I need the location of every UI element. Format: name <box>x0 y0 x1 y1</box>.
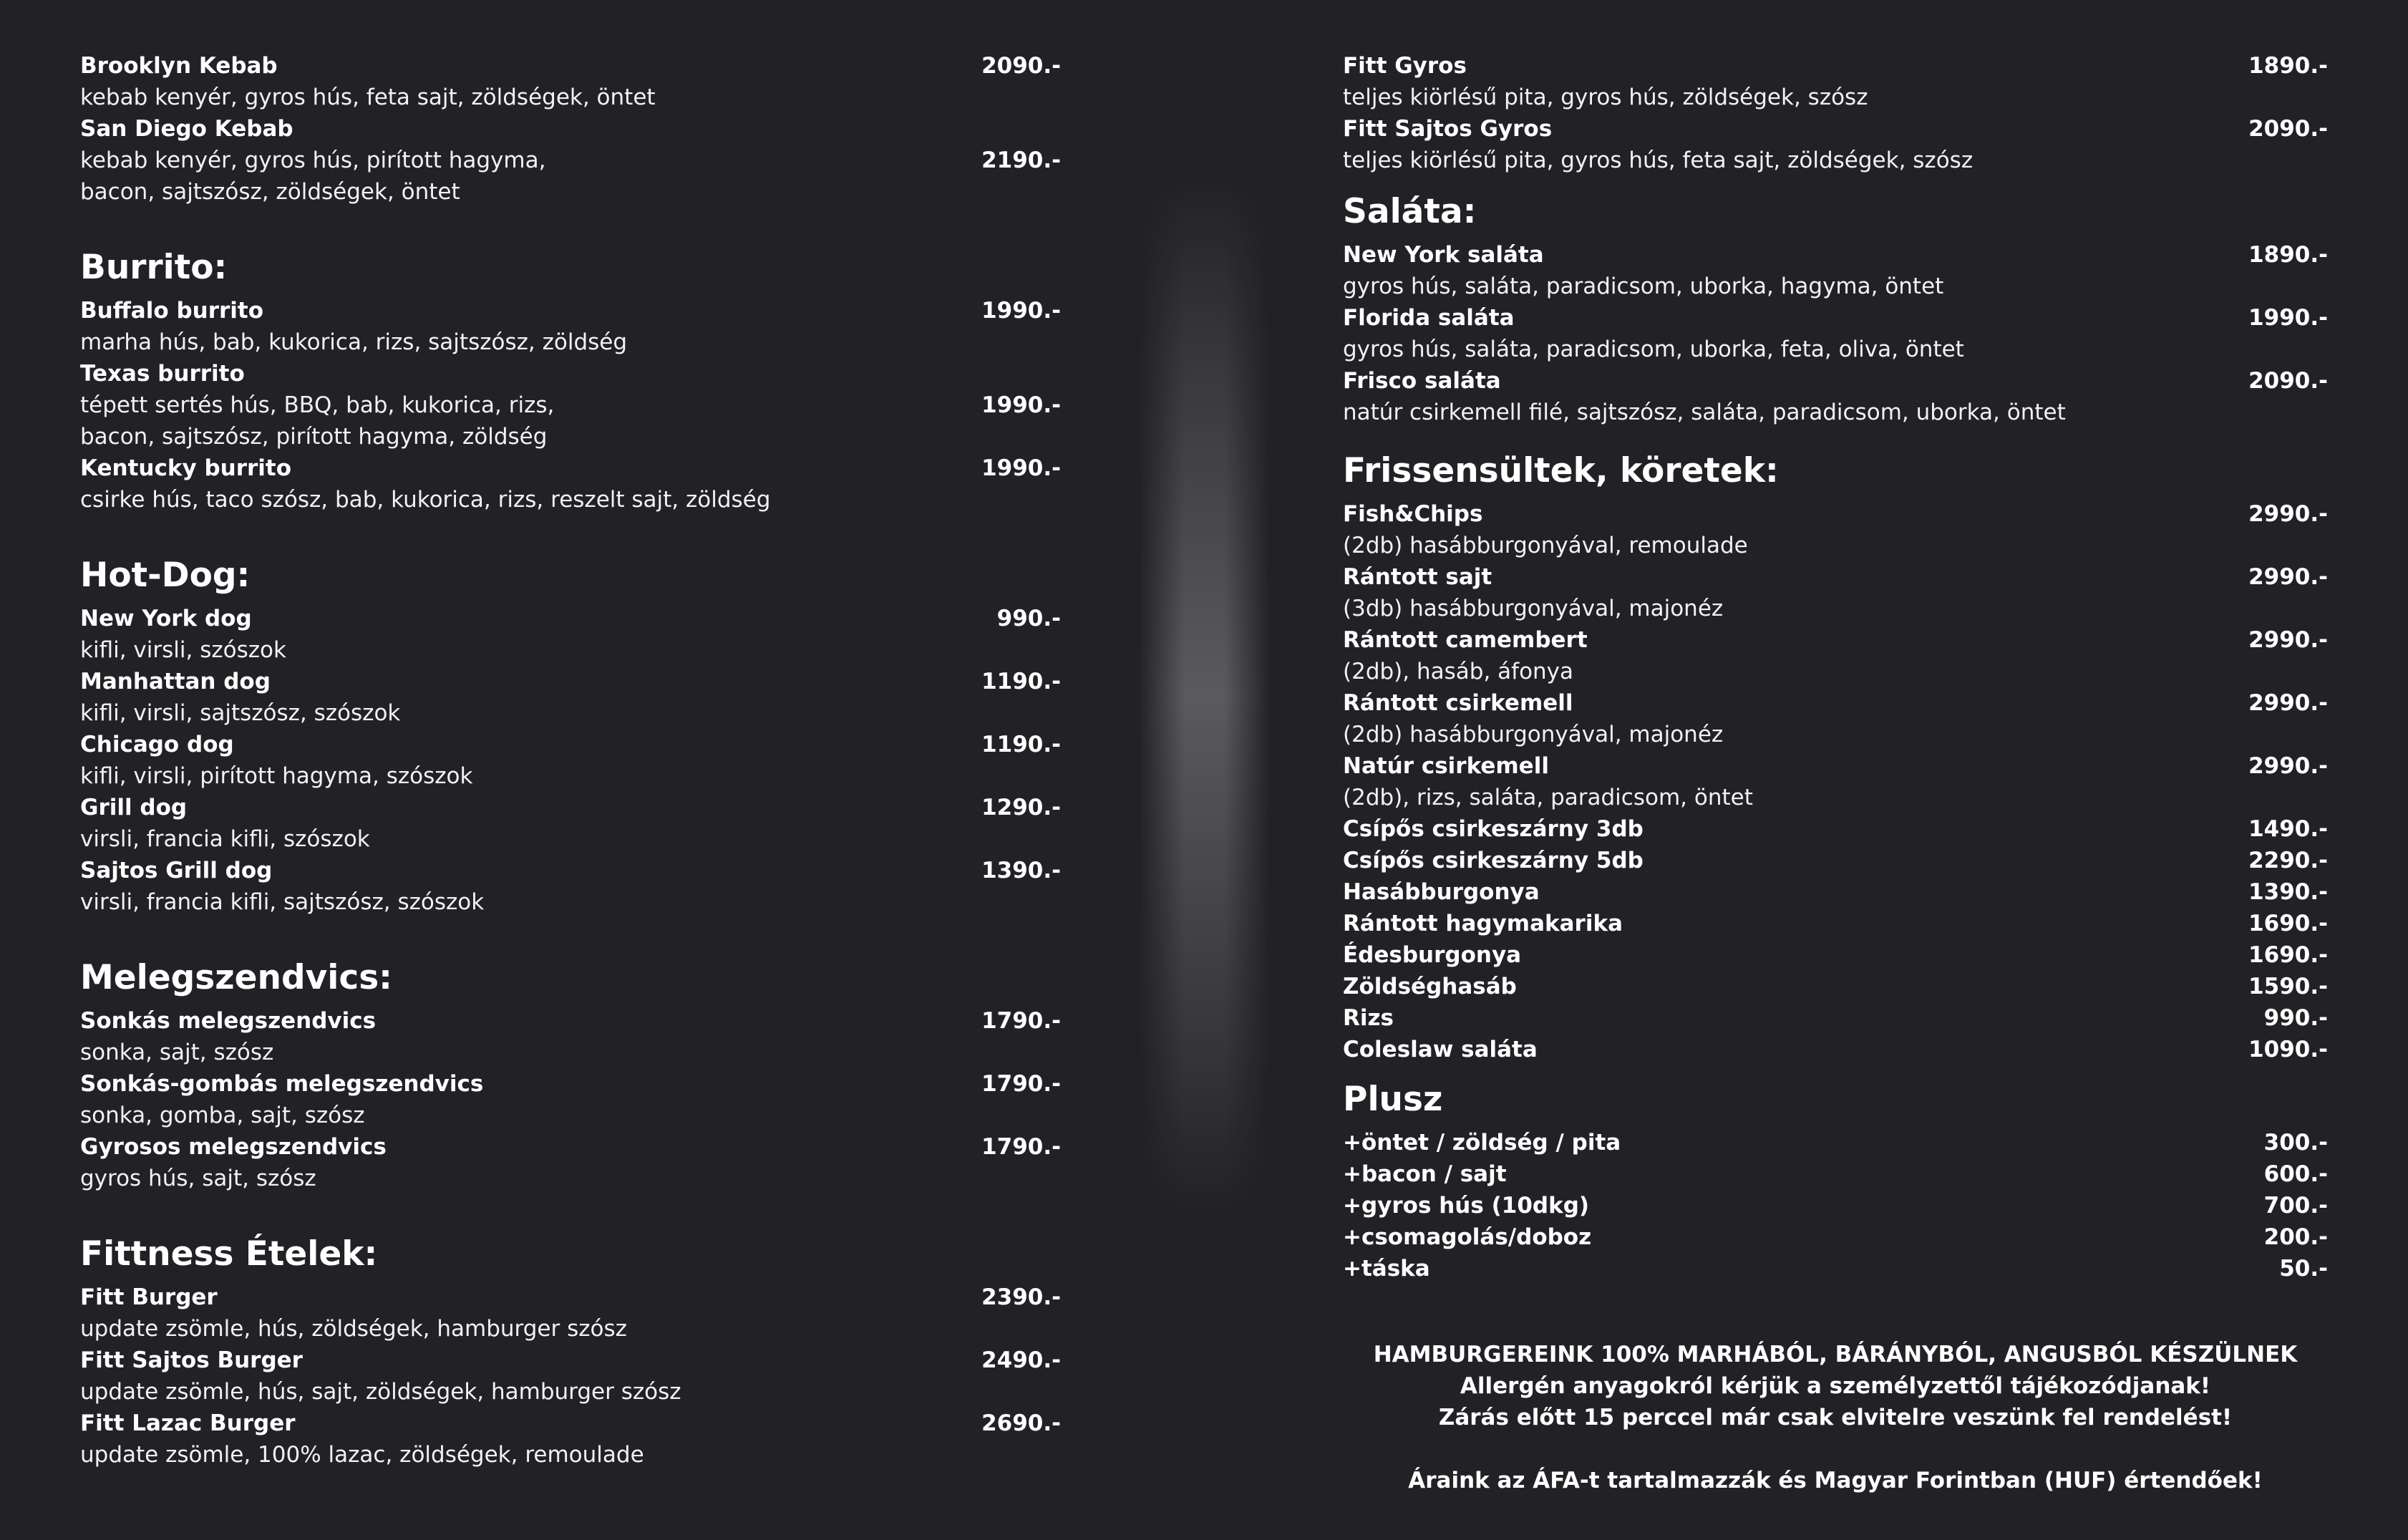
menu-item <box>1343 113 2328 176</box>
item-name: Rántott camembert <box>1343 627 1588 653</box>
item-name: Sonkás melegszendvics <box>80 1008 377 1034</box>
menu-item <box>1343 624 2328 687</box>
item-description: (2db), hasáb, áfonya <box>1343 659 1574 684</box>
item-name: Rántott hagymakarika <box>1343 911 1623 936</box>
item-name: Florida saláta <box>1343 305 1515 331</box>
footer-line-closing: Zárás előtt 15 perccel már csak elvitelre veszünk fel rendelést! <box>1438 1405 2233 1430</box>
item-price: 1390.- <box>2248 879 2328 905</box>
fitness-section <box>80 1233 1061 1471</box>
item-name: +gyros hús (10dkg) <box>1343 1193 1590 1219</box>
simple-menu-item <box>1343 1127 2328 1158</box>
item-name: Fitt Burger <box>80 1284 218 1310</box>
item-name: +csomagolás/doboz <box>1343 1224 1592 1250</box>
simple-menu-item <box>1343 876 2328 908</box>
item-price: 2090.- <box>981 53 1061 79</box>
item-description: update zsömle, 100% lazac, zöldségek, remoulade <box>80 1442 644 1468</box>
item-description: (2db) hasábburgonyával, remoulade <box>1343 533 1748 558</box>
menu-item <box>1343 239 2328 302</box>
item-price: 700.- <box>2263 1193 2328 1219</box>
item-price: 2990.- <box>2248 690 2328 716</box>
plusz-section <box>1343 1078 2328 1284</box>
item-name: New York saláta <box>1343 242 1544 268</box>
item-price: 1090.- <box>2248 1037 2328 1062</box>
item-description: csirke hús, taco szósz, bab, kukorica, rizs, reszelt sajt, zöldség <box>80 487 771 513</box>
simple-menu-item <box>1343 939 2328 971</box>
item-price: 1990.- <box>981 455 1061 481</box>
item-price: 1890.- <box>2248 53 2328 79</box>
simple-menu-item <box>1343 1253 2328 1284</box>
menu-item <box>80 1131 1061 1194</box>
item-description: kebab kenyér, gyros hús, pirított hagyma, <box>80 147 546 173</box>
item-name: Fish&Chips <box>1343 501 1483 527</box>
section-title: Saláta: <box>1343 192 1477 231</box>
simple-menu-item <box>1343 1221 2328 1253</box>
item-price: 990.- <box>996 606 1061 631</box>
hotdog-section <box>80 554 1061 918</box>
item-description: kifli, virsli, pirított hagyma, szószok <box>80 763 473 789</box>
item-name: Rizs <box>1343 1005 1394 1031</box>
item-price: 1190.- <box>981 669 1061 694</box>
item-name: Édesburgonya <box>1343 942 1522 968</box>
item-name: Rántott csirkemell <box>1343 690 1573 716</box>
simple-menu-item <box>1343 1034 2328 1065</box>
menu-item <box>80 113 1061 208</box>
simple-menu-item <box>1343 971 2328 1002</box>
item-description: gyros hús, saláta, paradicsom, uborka, hagyma, öntet <box>1343 273 1944 299</box>
menu-item <box>80 358 1061 452</box>
item-price: 300.- <box>2263 1130 2328 1156</box>
menu-item <box>80 792 1061 855</box>
simple-menu-item <box>1343 908 2328 939</box>
item-price: 2390.- <box>981 1284 1061 1310</box>
item-price: 1990.- <box>981 392 1061 418</box>
item-description: virsli, francia kifli, szószok <box>80 826 370 852</box>
item-description: sonka, sajt, szósz <box>80 1040 274 1065</box>
item-description-line2: bacon, sajtszósz, zöldségek, öntet <box>80 179 460 205</box>
menu-item <box>80 1408 1061 1471</box>
item-price: 2990.- <box>2248 753 2328 779</box>
item-price: 1790.- <box>981 1008 1061 1034</box>
menu-item <box>80 1345 1061 1408</box>
item-name: Fitt Gyros <box>1343 53 1467 79</box>
item-name: +bacon / sajt <box>1343 1161 1507 1187</box>
menu-item <box>80 603 1061 666</box>
item-price: 2090.- <box>2248 368 2328 394</box>
item-price: 2190.- <box>981 147 1061 173</box>
kebab-section <box>80 50 1061 208</box>
gyros-section <box>1343 50 2328 176</box>
item-description: tépett sertés hús, BBQ, bab, kukorica, rizs, <box>80 392 555 418</box>
item-price: 1490.- <box>2248 816 2328 842</box>
menu-item <box>80 666 1061 729</box>
item-price: 1990.- <box>981 298 1061 324</box>
item-name: Hasábburgonya <box>1343 879 1540 905</box>
item-name: Texas burrito <box>80 361 245 387</box>
item-price: 2990.- <box>2248 627 2328 653</box>
item-description: kifli, virsli, szószok <box>80 637 286 663</box>
item-price: 200.- <box>2263 1224 2328 1250</box>
item-price: 2990.- <box>2248 501 2328 527</box>
item-price: 2290.- <box>2248 848 2328 873</box>
item-price: 1790.- <box>981 1134 1061 1160</box>
footer-spacer <box>1343 1433 2328 1465</box>
item-name: Fitt Sajtos Burger <box>80 1347 303 1373</box>
item-description: kebab kenyér, gyros hús, feta sajt, zöldségek, öntet <box>80 84 656 110</box>
item-name: Chicago dog <box>80 732 234 757</box>
item-price: 1590.- <box>2248 974 2328 999</box>
item-price: 2690.- <box>981 1410 1061 1436</box>
item-price: 2490.- <box>981 1347 1061 1373</box>
menu-item <box>80 855 1061 918</box>
footer-notes <box>1343 1339 2328 1496</box>
menu-item <box>80 729 1061 792</box>
left-column <box>80 50 1061 1471</box>
item-name: Coleslaw saláta <box>1343 1037 1538 1062</box>
menu-item <box>1343 50 2328 113</box>
item-price: 1990.- <box>2248 305 2328 331</box>
item-price: 1190.- <box>981 732 1061 757</box>
item-name: Fitt Sajtos Gyros <box>1343 116 1553 142</box>
item-name: +táska <box>1343 1256 1430 1282</box>
item-price: 990.- <box>2263 1005 2328 1031</box>
item-description: natúr csirkemell filé, sajtszósz, saláta, paradicsom, uborka, öntet <box>1343 399 2066 425</box>
item-name: Fitt Lazac Burger <box>80 1410 296 1436</box>
item-price: 1790.- <box>981 1071 1061 1097</box>
simple-menu-item <box>1343 813 2328 845</box>
item-name: New York dog <box>80 606 252 631</box>
menu-item <box>80 1282 1061 1345</box>
item-price: 1690.- <box>2248 911 2328 936</box>
item-description: gyros hús, sajt, szósz <box>80 1166 316 1191</box>
item-price: 1290.- <box>981 795 1061 820</box>
section-title: Fittness Ételek: <box>80 1234 378 1274</box>
section-title: Hot-Dog: <box>80 556 251 595</box>
item-name: Brooklyn Kebab <box>80 53 278 79</box>
item-name: Manhattan dog <box>80 669 271 694</box>
menu-item <box>80 50 1061 113</box>
item-name: Grill dog <box>80 795 188 820</box>
simple-menu-item <box>1343 845 2328 876</box>
item-description-line2: bacon, sajtszósz, pirított hagyma, zöldség <box>80 424 548 450</box>
item-name: Natúr csirkemell <box>1343 753 1549 779</box>
item-price: 600.- <box>2263 1161 2328 1187</box>
item-name: Zöldséghasáb <box>1343 974 1517 999</box>
simple-menu-item <box>1343 1002 2328 1034</box>
footer-line-allergen: Allergén anyagokról kérjük a személyzettől tájékozódjanak! <box>1460 1373 2211 1399</box>
item-price: 1890.- <box>2248 242 2328 268</box>
menu-item <box>1343 365 2328 428</box>
item-description: sonka, gomba, sajt, szósz <box>80 1103 365 1128</box>
menu-item <box>1343 302 2328 365</box>
item-name: Kentucky burrito <box>80 455 292 481</box>
section-title: Melegszendvics: <box>80 958 392 997</box>
center-divider-gradient <box>1138 172 1271 1217</box>
frissensultek-section <box>1343 450 2328 1065</box>
right-column <box>1343 50 2328 1284</box>
burrito-section <box>80 246 1061 515</box>
item-name: +öntet / zöldség / pita <box>1343 1130 1621 1156</box>
item-name: Sajtos Grill dog <box>80 858 273 883</box>
item-description: update zsömle, hús, sajt, zöldségek, hamburger szósz <box>80 1379 681 1405</box>
item-description: teljes kiörlésű pita, gyros hús, feta sajt, zöldségek, szósz <box>1343 147 1974 173</box>
item-name: Csípős csirkeszárny 3db <box>1343 816 1644 842</box>
item-name: San Diego Kebab <box>80 116 293 142</box>
melegszendvics-section <box>80 957 1061 1194</box>
item-name: Sonkás-gombás melegszendvics <box>80 1071 484 1097</box>
menu-item <box>1343 687 2328 750</box>
item-description: marha hús, bab, kukorica, rizs, sajtszósz, zöldség <box>80 329 628 355</box>
item-price: 2090.- <box>2248 116 2328 142</box>
item-name: Rántott sajt <box>1343 564 1492 590</box>
item-name: Buffalo burrito <box>80 298 264 324</box>
item-description: teljes kiörlésű pita, gyros hús, zöldségek, szósz <box>1343 84 1868 110</box>
menu-item <box>1343 498 2328 561</box>
menu-item <box>80 1005 1061 1068</box>
footer-line-vat: Áraink az ÁFA-t tartalmazzák és Magyar Forintban (HUF) értendőek! <box>1408 1468 2263 1493</box>
item-name: Csípős csirkeszárny 5db <box>1343 848 1644 873</box>
item-description: virsli, francia kifli, sajtszósz, szószok <box>80 889 485 915</box>
menu-item <box>1343 750 2328 813</box>
footer-line-hamburger: HAMBURGEREINK 100% MARHÁBÓL, BÁRÁNYBÓL, ANGUSBÓL KÉSZÜLNEK <box>1373 1342 2298 1367</box>
item-price: 50.- <box>2279 1256 2328 1282</box>
section-title: Frissensültek, köretek: <box>1343 451 1779 490</box>
salata-section <box>1343 190 2328 428</box>
item-description: (2db), rizs, saláta, paradicsom, öntet <box>1343 785 1753 810</box>
simple-menu-item <box>1343 1190 2328 1221</box>
item-description: update zsömle, hús, zöldségek, hamburger szósz <box>80 1316 627 1342</box>
menu-item <box>80 452 1061 515</box>
item-description: (2db) hasábburgonyával, majonéz <box>1343 722 1724 747</box>
menu-item <box>80 295 1061 358</box>
item-price: 2990.- <box>2248 564 2328 590</box>
simple-menu-item <box>1343 1158 2328 1190</box>
item-name: Gyrosos melegszendvics <box>80 1134 387 1160</box>
item-price: 1390.- <box>981 858 1061 883</box>
menu-item <box>1343 561 2328 624</box>
item-name: Frisco saláta <box>1343 368 1501 394</box>
item-description: gyros hús, saláta, paradicsom, uborka, feta, oliva, öntet <box>1343 336 1964 362</box>
section-title: Plusz <box>1343 1080 1443 1119</box>
menu-item <box>80 1068 1061 1131</box>
item-description: kifli, virsli, sajtszósz, szószok <box>80 700 401 726</box>
item-description: (3db) hasábburgonyával, majonéz <box>1343 596 1724 621</box>
section-title: Burrito: <box>80 248 228 287</box>
item-price: 1690.- <box>2248 942 2328 968</box>
